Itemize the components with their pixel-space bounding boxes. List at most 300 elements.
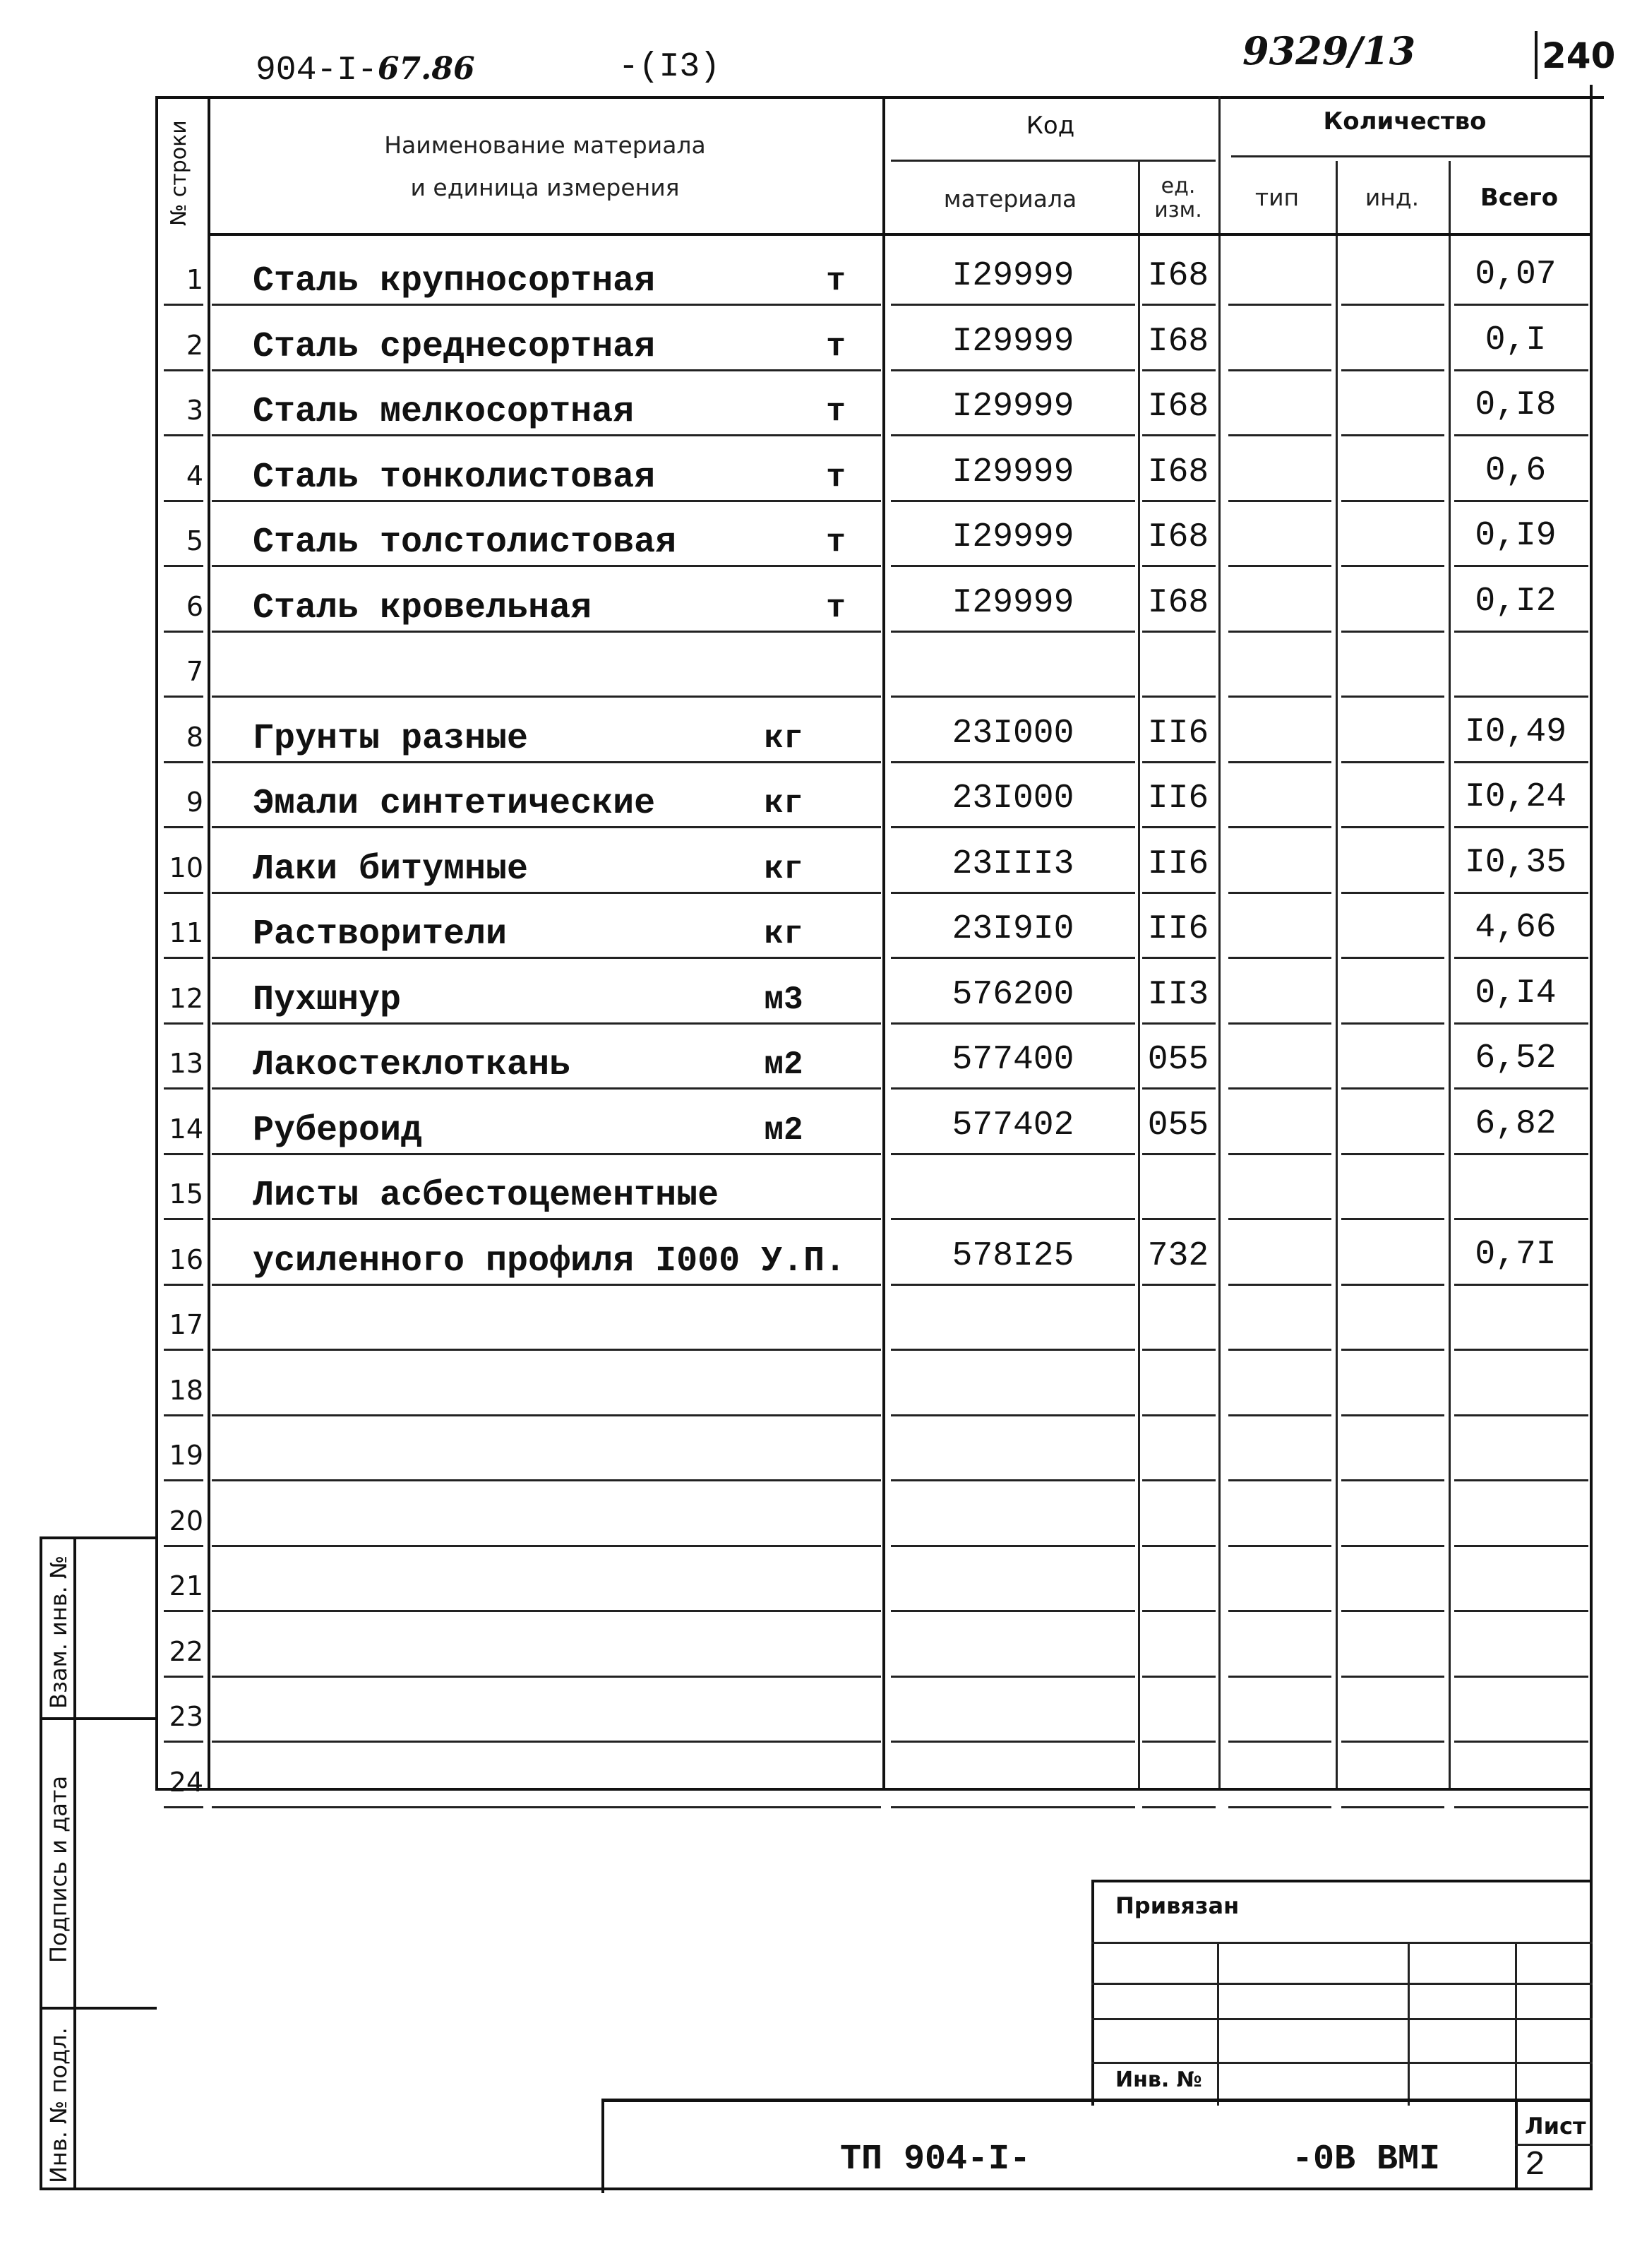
ind-rule	[1341, 304, 1444, 306]
ind-rule	[1341, 1349, 1444, 1351]
row-number: 17	[169, 1309, 203, 1340]
privyazan-col3	[1515, 1942, 1517, 2106]
name-rule	[212, 434, 881, 436]
unit-code-rule	[1142, 1676, 1216, 1678]
rownum-rule	[164, 826, 203, 828]
table-right-border	[1590, 85, 1593, 2189]
rownum-rule	[164, 631, 203, 633]
material-name: Лаки битумные	[253, 849, 529, 890]
type-rule	[1228, 500, 1331, 502]
code-rule	[891, 1022, 1135, 1025]
ind-rule	[1341, 1479, 1444, 1481]
row-number: 16	[169, 1243, 203, 1275]
page-bottom-rule	[40, 2188, 1593, 2190]
name-rule	[212, 1284, 881, 1286]
unit-code: II6	[1147, 910, 1209, 948]
material-name: Рубероид	[253, 1110, 423, 1151]
quantity-total: 4,66	[1475, 909, 1557, 947]
material-unit: кг	[764, 720, 803, 757]
material-unit: м2	[764, 1111, 803, 1149]
name-rule	[212, 761, 881, 763]
total-rule	[1454, 1741, 1588, 1743]
name-rule	[212, 1087, 881, 1090]
material-unit: т	[826, 589, 846, 626]
row-number: 21	[169, 1570, 203, 1601]
material-code: I29999	[952, 388, 1074, 426]
name-rule	[212, 892, 881, 894]
row-number: 14	[169, 1113, 203, 1145]
rownum-rule	[164, 957, 203, 959]
unit-code: I68	[1147, 322, 1209, 361]
code-rule	[891, 1545, 1135, 1547]
type-rule	[1228, 1087, 1331, 1090]
name-rule	[212, 1349, 881, 1351]
rownum-rule	[164, 1349, 203, 1351]
code-rule	[891, 957, 1135, 959]
code-rule	[891, 761, 1135, 763]
total-rule	[1454, 1284, 1588, 1286]
ind-rule	[1341, 696, 1444, 698]
type-rule	[1228, 761, 1331, 763]
privyazan-line3	[1091, 2018, 1593, 2020]
ind-rule	[1341, 631, 1444, 633]
quantity-total: I0,49	[1464, 712, 1567, 751]
rownum-right-border	[208, 96, 210, 1791]
total-rule	[1454, 1087, 1588, 1090]
code-rule	[891, 1676, 1135, 1678]
header-code-divider	[891, 160, 1216, 162]
side-stamp-middle	[73, 1539, 76, 2189]
total-rule	[1454, 1479, 1588, 1481]
ind-rule	[1341, 826, 1444, 828]
rownum-rule	[164, 1545, 203, 1547]
ind-rule	[1341, 1610, 1444, 1612]
material-unit: т	[826, 524, 846, 561]
total-rule	[1454, 500, 1588, 502]
code-rule	[891, 1153, 1135, 1155]
privyazan-col2	[1408, 1942, 1410, 2106]
table-top-border	[155, 96, 1604, 99]
type-rule	[1228, 1284, 1331, 1286]
ind-rule	[1341, 957, 1444, 959]
unit-code: I68	[1147, 388, 1209, 426]
unit-code-rule	[1142, 957, 1216, 959]
title-block-top	[601, 2099, 1593, 2102]
material-code: 23I000	[952, 714, 1074, 753]
doc-number-suffix: -(I3)	[618, 48, 721, 86]
material-name: Сталь среднесортная	[253, 326, 656, 367]
code-rule	[891, 1349, 1135, 1351]
total-rule	[1454, 892, 1588, 894]
name-rule	[212, 1153, 881, 1155]
side-stamp-inv-podl: Инв. № подл.	[45, 2027, 72, 2183]
material-name: Растворители	[253, 914, 508, 955]
ind-rule	[1341, 1087, 1444, 1090]
rownum-rule	[164, 892, 203, 894]
ind-rule	[1341, 1284, 1444, 1286]
type-rule	[1228, 696, 1331, 698]
name-rule	[212, 957, 881, 959]
col-header-row-no: № строки	[167, 120, 191, 226]
code-rule	[891, 1284, 1135, 1286]
total-rule	[1454, 304, 1588, 306]
total-rule	[1454, 957, 1588, 959]
name-rule	[212, 826, 881, 828]
material-code: 23I000	[952, 780, 1074, 818]
type-rule	[1228, 892, 1331, 894]
side-stamp-top	[40, 1536, 157, 1539]
rownum-rule	[164, 1676, 203, 1678]
unit-code-rule	[1142, 500, 1216, 502]
type-rule	[1228, 1676, 1331, 1678]
quantity-total: 0,07	[1475, 256, 1557, 294]
name-rule	[212, 1545, 881, 1547]
quantity-total: 0,7I	[1475, 1235, 1557, 1274]
type-rule	[1228, 1022, 1331, 1025]
material-unit: м3	[764, 981, 803, 1018]
rownum-rule	[164, 304, 203, 306]
material-unit: кг	[764, 916, 803, 953]
material-unit: кг	[764, 785, 803, 822]
material-unit: кг	[764, 850, 803, 888]
unit-code: I68	[1147, 583, 1209, 622]
col-header-name-line2: и единица измерения	[410, 174, 680, 201]
type-rule	[1228, 631, 1331, 633]
unit-code-rule	[1142, 434, 1216, 436]
material-code: 577400	[952, 1041, 1074, 1079]
rownum-rule	[164, 1610, 203, 1612]
name-rule	[212, 500, 881, 502]
unit-code-rule	[1142, 1610, 1216, 1612]
material-code: I29999	[952, 453, 1074, 491]
header-bottom-border	[208, 233, 1591, 236]
designation-left: ТП 904-I-	[840, 2139, 1031, 2180]
ind-rule	[1341, 1806, 1444, 1808]
unit-code-rule	[1142, 761, 1216, 763]
name-rule	[212, 369, 881, 371]
unit-code: II6	[1147, 780, 1209, 818]
row-number: 24	[169, 1766, 203, 1798]
code-rule	[891, 1414, 1135, 1416]
rownum-rule	[164, 434, 203, 436]
row-number: 5	[186, 525, 203, 556]
col-header-qty-total: Всего	[1480, 184, 1559, 212]
material-name: Грунты разные	[253, 718, 529, 759]
type-rule	[1228, 1218, 1331, 1220]
quantity-total: 0,I2	[1475, 582, 1557, 621]
col-header-code-unit-1: ед.	[1161, 174, 1196, 198]
ind-rule	[1341, 1153, 1444, 1155]
row-number: 1	[186, 264, 203, 295]
code-rule	[891, 1218, 1135, 1220]
col-type-right	[1336, 161, 1338, 1791]
ind-rule	[1341, 1218, 1444, 1220]
rownum-rule	[164, 1806, 203, 1808]
code-rule	[891, 1087, 1135, 1090]
material-name: Лакостеклоткань	[253, 1045, 571, 1085]
name-rule	[212, 1414, 881, 1416]
row-number: 7	[186, 656, 203, 687]
quantity-total: 6,52	[1475, 1039, 1557, 1078]
quantity-total: 0,I4	[1475, 974, 1557, 1013]
type-rule	[1228, 1349, 1331, 1351]
unit-code-rule	[1142, 1284, 1216, 1286]
name-rule	[212, 1741, 881, 1743]
material-code: 23III3	[952, 844, 1074, 883]
unit-code: 055	[1147, 1041, 1209, 1079]
ind-rule	[1341, 500, 1444, 502]
rownum-rule	[164, 500, 203, 502]
total-rule	[1454, 1676, 1588, 1678]
header-qty-divider	[1231, 155, 1590, 157]
material-name: Сталь тонколистовая	[253, 457, 656, 498]
rownum-rule	[164, 1479, 203, 1481]
code-rule	[891, 826, 1135, 828]
unit-code-rule	[1142, 892, 1216, 894]
sheet-number: 2	[1525, 2147, 1545, 2185]
name-rule	[212, 1022, 881, 1025]
quantity-total: I0,24	[1464, 778, 1567, 816]
unit-code: I68	[1147, 257, 1209, 295]
row-number: 10	[169, 852, 203, 883]
name-rule	[212, 631, 881, 633]
unit-code-rule	[1142, 1806, 1216, 1808]
total-rule	[1454, 1153, 1588, 1155]
material-unit: т	[826, 263, 846, 299]
side-stamp-podpis-data: Подпись и дата	[45, 1775, 72, 1963]
type-rule	[1228, 369, 1331, 371]
rownum-rule	[164, 696, 203, 698]
code-rule	[891, 304, 1135, 306]
ind-rule	[1341, 1676, 1444, 1678]
row-number: 2	[186, 329, 203, 361]
table-bottom-border	[155, 1788, 1593, 1791]
quantity-total: 6,82	[1475, 1104, 1557, 1143]
row-number: 6	[186, 590, 203, 622]
type-rule	[1228, 1610, 1331, 1612]
page-number: 240	[1542, 35, 1616, 76]
name-rule	[212, 696, 881, 698]
privyazan-line4	[1091, 2062, 1593, 2064]
row-number: 15	[169, 1178, 203, 1210]
doc-number-handwritten: 67.86	[377, 51, 475, 87]
side-stamp-left	[40, 1539, 42, 2189]
ind-rule	[1341, 1545, 1444, 1547]
rownum-rule	[164, 1087, 203, 1090]
code-rule	[891, 500, 1135, 502]
unit-code-rule	[1142, 1218, 1216, 1220]
col-header-code-material: материала	[943, 185, 1077, 213]
rownum-rule	[164, 1153, 203, 1155]
col-header-qty-ind: инд.	[1365, 184, 1420, 211]
col-unit-right	[1218, 96, 1221, 1791]
quantity-total: 0,6	[1485, 451, 1547, 490]
code-rule	[891, 1479, 1135, 1481]
unit-code-rule	[1142, 631, 1216, 633]
material-code: I29999	[952, 518, 1074, 556]
unit-code-rule	[1142, 565, 1216, 567]
doc-number-prefix: 904-I-	[256, 52, 378, 90]
total-rule	[1454, 1218, 1588, 1220]
privyazan-col1	[1217, 1942, 1219, 2106]
sheet-box-divider	[1515, 2144, 1593, 2146]
material-unit: т	[826, 458, 846, 496]
privyazan-line1	[1091, 1942, 1593, 1944]
row-number: 19	[169, 1440, 203, 1471]
name-rule	[212, 1218, 881, 1220]
material-code: I29999	[952, 583, 1074, 622]
col-header-quantity: Количество	[1323, 107, 1487, 136]
unit-code: 732	[1147, 1236, 1209, 1275]
row-number: 4	[186, 460, 203, 491]
unit-code: I68	[1147, 518, 1209, 556]
col-header-name-line1: Наименование материала	[384, 131, 706, 159]
total-rule	[1454, 1414, 1588, 1416]
type-rule	[1228, 1806, 1331, 1808]
material-unit: т	[826, 328, 846, 365]
inv-no-label: Инв. №	[1115, 2067, 1202, 2092]
privyazan-label: Привязан	[1115, 1892, 1240, 1919]
rownum-rule	[164, 565, 203, 567]
ind-rule	[1341, 1414, 1444, 1416]
row-number: 22	[169, 1635, 203, 1667]
total-rule	[1454, 631, 1588, 633]
unit-code: II6	[1147, 844, 1209, 883]
quantity-total: 0,I	[1485, 321, 1547, 359]
ind-rule	[1341, 369, 1444, 371]
ind-rule	[1341, 892, 1444, 894]
code-rule	[891, 696, 1135, 698]
ind-rule	[1341, 761, 1444, 763]
type-rule	[1228, 1414, 1331, 1416]
archive-number: 9329/13	[1242, 28, 1416, 73]
unit-code: II3	[1147, 975, 1209, 1014]
col-header-code-unit-2: изм.	[1154, 198, 1202, 222]
name-rule	[212, 1479, 881, 1481]
material-code: 577402	[952, 1106, 1074, 1145]
type-rule	[1228, 1153, 1331, 1155]
title-block-left	[601, 2099, 604, 2193]
rownum-rule	[164, 761, 203, 763]
code-rule	[891, 892, 1135, 894]
unit-code-rule	[1142, 304, 1216, 306]
side-stamp-div2	[40, 2007, 157, 2010]
material-name: Пухшнур	[253, 979, 402, 1020]
name-rule	[212, 1806, 881, 1808]
material-name: усиленного профиля I000 У.П.	[253, 1241, 846, 1282]
quantity-total: 0,I8	[1475, 386, 1557, 424]
total-rule	[1454, 565, 1588, 567]
doc-number	[256, 51, 475, 90]
rownum-rule	[164, 369, 203, 371]
col-header-code: Код	[1026, 112, 1075, 140]
row-number: 23	[169, 1701, 203, 1732]
ind-rule	[1341, 565, 1444, 567]
material-code: I29999	[952, 257, 1074, 295]
total-rule	[1454, 1022, 1588, 1025]
material-unit: т	[826, 393, 846, 430]
unit-code-rule	[1142, 1349, 1216, 1351]
code-rule	[891, 1610, 1135, 1612]
rownum-rule	[164, 1414, 203, 1416]
total-rule	[1454, 696, 1588, 698]
privyazan-line2	[1091, 1983, 1593, 1985]
ind-rule	[1341, 434, 1444, 436]
code-rule	[891, 434, 1135, 436]
total-rule	[1454, 369, 1588, 371]
material-name: Эмали синтетические	[253, 784, 656, 824]
material-name: Листы асбестоцементные	[253, 1176, 719, 1216]
row-number: 11	[169, 917, 203, 948]
type-rule	[1228, 565, 1331, 567]
privyazan-left	[1091, 1880, 1094, 2106]
total-rule	[1454, 1349, 1588, 1351]
total-rule	[1454, 1545, 1588, 1547]
rownum-rule	[164, 1022, 203, 1025]
material-code: I29999	[952, 322, 1074, 361]
row-number: 13	[169, 1048, 203, 1079]
sheet-label: Лист	[1525, 2113, 1586, 2139]
row-number: 8	[186, 721, 203, 753]
row-number: 12	[169, 982, 203, 1014]
name-rule	[212, 1610, 881, 1612]
type-rule	[1228, 1479, 1331, 1481]
name-rule	[212, 1676, 881, 1678]
material-code: 23I9I0	[952, 910, 1074, 948]
quantity-total: I0,35	[1464, 843, 1567, 882]
rownum-rule	[164, 1218, 203, 1220]
unit-code-rule	[1142, 826, 1216, 828]
total-rule	[1454, 1806, 1588, 1808]
privyazan-top	[1091, 1880, 1593, 1882]
unit-code: 055	[1147, 1106, 1209, 1145]
material-code: 578I25	[952, 1236, 1074, 1275]
material-name: Сталь крупносортная	[253, 261, 656, 302]
unit-code-rule	[1142, 1479, 1216, 1481]
unit-code-rule	[1142, 1022, 1216, 1025]
side-stamp-vzam-inv: Взам. инв. №	[45, 1555, 72, 1709]
unit-code: II6	[1147, 714, 1209, 753]
row-number: 18	[169, 1374, 203, 1406]
total-rule	[1454, 434, 1588, 436]
total-rule	[1454, 1610, 1588, 1612]
type-rule	[1228, 826, 1331, 828]
rownum-rule	[164, 1284, 203, 1286]
quantity-total: 0,I9	[1475, 517, 1557, 555]
type-rule	[1228, 304, 1331, 306]
unit-code-rule	[1142, 1153, 1216, 1155]
code-rule	[891, 369, 1135, 371]
total-rule	[1454, 826, 1588, 828]
ind-rule	[1341, 1022, 1444, 1025]
material-code: 576200	[952, 975, 1074, 1014]
col-header-qty-type: тип	[1254, 184, 1300, 211]
name-rule	[212, 304, 881, 306]
type-rule	[1228, 1741, 1331, 1743]
unit-code-rule	[1142, 369, 1216, 371]
unit-code-rule	[1142, 1741, 1216, 1743]
row-number: 3	[186, 395, 203, 426]
page-number-rule	[1535, 31, 1538, 79]
unit-code-rule	[1142, 696, 1216, 698]
total-rule	[1454, 761, 1588, 763]
type-rule	[1228, 957, 1331, 959]
unit-code-rule	[1142, 1414, 1216, 1416]
unit-code: I68	[1147, 453, 1209, 491]
code-rule	[891, 1741, 1135, 1743]
unit-code-rule	[1142, 1087, 1216, 1090]
code-rule	[891, 565, 1135, 567]
